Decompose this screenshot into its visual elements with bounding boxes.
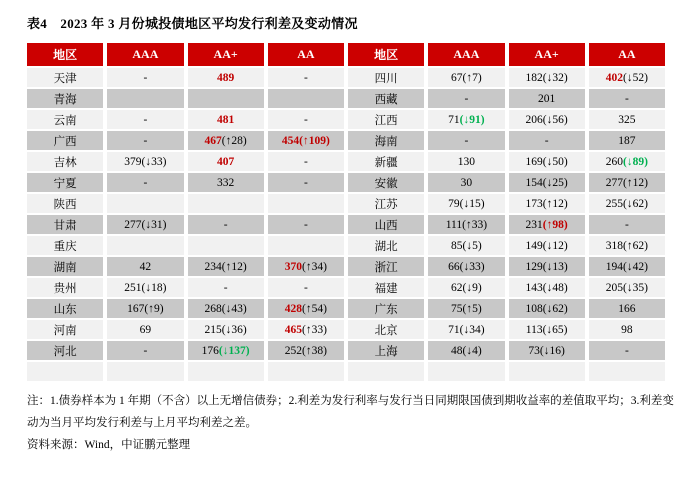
value-cell: 325 — [589, 110, 665, 129]
value-cell: 130 — [428, 152, 504, 171]
region-cell: 广东 — [348, 299, 424, 318]
value-cell: 108(↓62) — [509, 299, 585, 318]
table-row — [27, 131, 665, 150]
table-row — [27, 215, 665, 234]
value-cell: 481 — [188, 110, 264, 129]
value-cell: - — [107, 131, 183, 150]
value-cell: 332 — [188, 173, 264, 192]
note-text: 注：1.债券样本为 1 年期（不含）以上无增信债券；2.利差为发行利率与发行当日同期限国债到期收益率的差值取平均；3.利差变动为当月平均发行利差与上月平均利差之差。 — [27, 395, 674, 429]
value-cell: - — [107, 68, 183, 87]
value-cell: 465(↑33) — [268, 320, 344, 339]
value-cell: 215(↓36) — [188, 320, 264, 339]
value-cell: - — [268, 215, 344, 234]
value-cell: 428(↑54) — [268, 299, 344, 318]
value-cell: - — [188, 278, 264, 297]
value-cell: - — [268, 110, 344, 129]
table-row — [27, 362, 665, 381]
value-cell: 182(↓32) — [509, 68, 585, 87]
value-cell: 467(↑28) — [188, 131, 264, 150]
table-row — [27, 152, 665, 171]
value-cell: 318(↑62) — [589, 236, 665, 255]
value-cell: 129(↓13) — [509, 257, 585, 276]
value-cell: - — [268, 278, 344, 297]
value-cell: - — [268, 68, 344, 87]
value-cell: - — [107, 341, 183, 360]
region-cell: 青海 — [27, 89, 103, 108]
value-cell — [107, 89, 183, 108]
region-cell: 浙江 — [348, 257, 424, 276]
value-cell: 252(↑38) — [268, 341, 344, 360]
value-cell: 231(↑98) — [509, 215, 585, 234]
value-cell: 167(↑9) — [107, 299, 183, 318]
region-cell: 福建 — [348, 278, 424, 297]
table-notes — [27, 390, 675, 456]
value-cell: 62(↓9) — [428, 278, 504, 297]
table-row — [27, 341, 665, 360]
value-cell: 67(↑7) — [428, 68, 504, 87]
value-cell: 42 — [107, 257, 183, 276]
value-cell: 154(↓25) — [509, 173, 585, 192]
spread-table — [23, 41, 669, 383]
value-cell — [268, 89, 344, 108]
value-cell: 73(↓16) — [509, 341, 585, 360]
region-cell: 湖北 — [348, 236, 424, 255]
region-cell: 上海 — [348, 341, 424, 360]
value-cell: 277(↑12) — [589, 173, 665, 192]
region-cell: 河北 — [27, 341, 103, 360]
table-row — [27, 173, 665, 192]
value-cell: 149(↓12) — [509, 236, 585, 255]
value-cell: 277(↓31) — [107, 215, 183, 234]
region-cell: 广西 — [27, 131, 103, 150]
value-cell: 166 — [589, 299, 665, 318]
region-cell: 西藏 — [348, 89, 424, 108]
value-cell: - — [589, 215, 665, 234]
region-cell: 甘肃 — [27, 215, 103, 234]
value-cell: 194(↓42) — [589, 257, 665, 276]
source-text: 资料来源：Wind，中证鹏元整理 — [27, 439, 191, 451]
value-cell — [268, 362, 344, 381]
value-cell: 402(↓52) — [589, 68, 665, 87]
region-cell: 天津 — [27, 68, 103, 87]
column-header: AAA — [107, 43, 183, 66]
value-cell: - — [107, 173, 183, 192]
value-cell: 71(↓91) — [428, 110, 504, 129]
table-row — [27, 257, 665, 276]
value-cell — [107, 236, 183, 255]
column-header: 地区 — [348, 43, 424, 66]
table-row — [27, 278, 665, 297]
value-cell — [268, 194, 344, 213]
value-cell — [428, 362, 504, 381]
value-cell: 234(↑12) — [188, 257, 264, 276]
region-cell: 陕西 — [27, 194, 103, 213]
value-cell — [188, 194, 264, 213]
column-header: AA+ — [509, 43, 585, 66]
value-cell: 85(↓5) — [428, 236, 504, 255]
value-cell: - — [188, 215, 264, 234]
value-cell: 187 — [589, 131, 665, 150]
value-cell: - — [428, 89, 504, 108]
value-cell: 407 — [188, 152, 264, 171]
value-cell: - — [428, 131, 504, 150]
value-cell: - — [589, 341, 665, 360]
value-cell — [107, 362, 183, 381]
region-cell: 贵州 — [27, 278, 103, 297]
value-cell: - — [589, 89, 665, 108]
value-cell: 205(↓35) — [589, 278, 665, 297]
value-cell: 260(↓89) — [589, 152, 665, 171]
table-row — [27, 68, 665, 87]
value-cell: - — [268, 152, 344, 171]
value-cell — [188, 362, 264, 381]
region-cell: 河南 — [27, 320, 103, 339]
value-cell — [188, 89, 264, 108]
value-cell: - — [107, 110, 183, 129]
region-cell: 湖南 — [27, 257, 103, 276]
value-cell: 201 — [509, 89, 585, 108]
table-row — [27, 110, 665, 129]
table-row — [27, 89, 665, 108]
value-cell: - — [268, 173, 344, 192]
value-cell — [107, 194, 183, 213]
region-cell: 云南 — [27, 110, 103, 129]
value-cell: - — [509, 131, 585, 150]
value-cell: 173(↑12) — [509, 194, 585, 213]
table-row — [27, 299, 665, 318]
value-cell — [268, 236, 344, 255]
column-header: AA+ — [188, 43, 264, 66]
value-cell: 98 — [589, 320, 665, 339]
region-cell: 江西 — [348, 110, 424, 129]
region-cell — [348, 362, 424, 381]
region-cell: 山东 — [27, 299, 103, 318]
value-cell: 48(↓4) — [428, 341, 504, 360]
column-header: AA — [589, 43, 665, 66]
region-cell: 宁夏 — [27, 173, 103, 192]
region-cell: 海南 — [348, 131, 424, 150]
value-cell: 489 — [188, 68, 264, 87]
region-cell: 重庆 — [27, 236, 103, 255]
table-body — [27, 68, 665, 381]
value-cell: 79(↓15) — [428, 194, 504, 213]
region-cell: 江苏 — [348, 194, 424, 213]
value-cell: 30 — [428, 173, 504, 192]
value-cell: 454(↑109) — [268, 131, 344, 150]
value-cell: 255(↓62) — [589, 194, 665, 213]
table-title: 表4 2023 年 3 月份城投债地区平均发行利差及变动情况 — [27, 16, 358, 31]
column-header: AA — [268, 43, 344, 66]
region-cell: 新疆 — [348, 152, 424, 171]
header-row — [27, 43, 665, 66]
value-cell: 379(↓33) — [107, 152, 183, 171]
region-cell: 吉林 — [27, 152, 103, 171]
table-header — [27, 43, 665, 66]
value-cell: 143(↓48) — [509, 278, 585, 297]
table-row — [27, 236, 665, 255]
value-cell: 206(↓56) — [509, 110, 585, 129]
value-cell: 268(↓43) — [188, 299, 264, 318]
value-cell: 370(↑34) — [268, 257, 344, 276]
value-cell — [509, 362, 585, 381]
value-cell: 66(↓33) — [428, 257, 504, 276]
column-header: 地区 — [27, 43, 103, 66]
value-cell: 169(↓50) — [509, 152, 585, 171]
region-cell: 安徽 — [348, 173, 424, 192]
table-row — [27, 320, 665, 339]
value-cell — [188, 236, 264, 255]
value-cell: 251(↓18) — [107, 278, 183, 297]
value-cell: 111(↑33) — [428, 215, 504, 234]
value-cell: 69 — [107, 320, 183, 339]
region-cell: 四川 — [348, 68, 424, 87]
region-cell — [27, 362, 103, 381]
value-cell — [589, 362, 665, 381]
value-cell: 75(↑5) — [428, 299, 504, 318]
region-cell: 山西 — [348, 215, 424, 234]
region-cell: 北京 — [348, 320, 424, 339]
value-cell: 176(↓137) — [188, 341, 264, 360]
value-cell: 113(↓65) — [509, 320, 585, 339]
column-header: AAA — [428, 43, 504, 66]
table-row — [27, 194, 665, 213]
value-cell: 71(↓34) — [428, 320, 504, 339]
